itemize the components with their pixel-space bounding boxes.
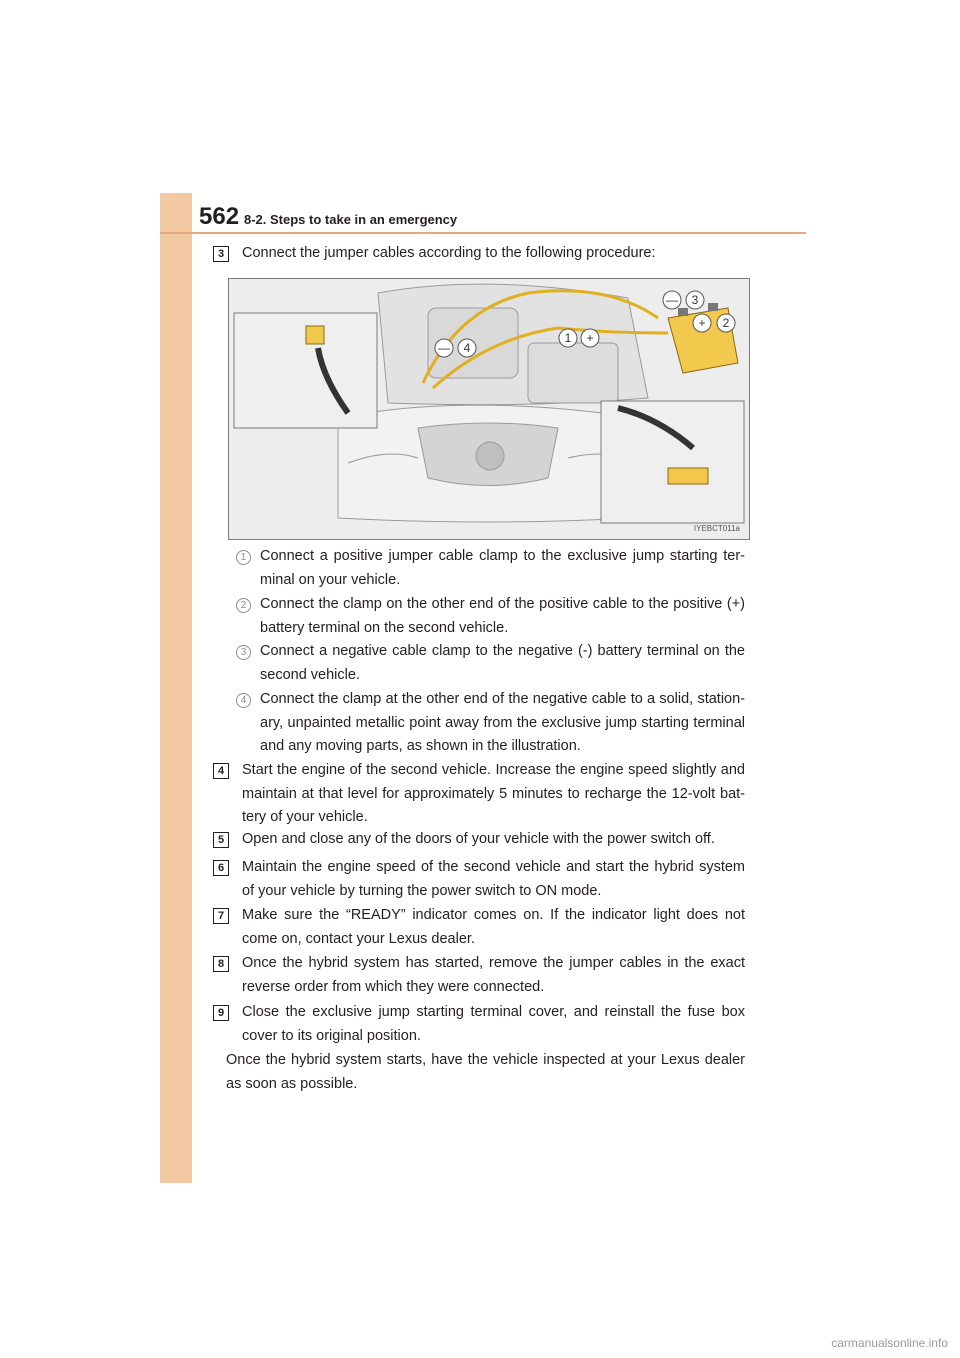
footer-watermark: carmanualsonline.info (831, 1336, 948, 1350)
callout-sign: + (698, 316, 706, 330)
header-rule (160, 232, 806, 234)
callout-sign: — (438, 341, 450, 355)
closing-note: Once the hybrid system starts, have the vehicle inspected at your Lexus dealer as soon as possible. (226, 1052, 745, 1092)
step-number-badge: 3 (213, 246, 229, 262)
step-text: Make sure the “READY” indicator comes on. If the indicator light does not come on, contact your Lexus dealer. (242, 907, 745, 947)
step-number-badge: 9 (213, 1005, 229, 1021)
jump-start-illustration (228, 278, 750, 540)
step-text: Once the hybrid system has started, remove the jumper cables in the exact reverse order from which they were connected. (242, 955, 745, 995)
callout-num: 4 (463, 341, 471, 355)
step-number-badge: 4 (213, 763, 229, 779)
step-number-badge: 7 (213, 908, 229, 924)
step-text: Maintain the engine speed of the second vehicle and start the hybrid system of your vehicle by turning the power switch to ON mode. (242, 859, 745, 899)
figure-code: IYEBCT011a (693, 524, 740, 533)
callout-num: 3 (691, 293, 699, 307)
callout-num: 2 (722, 316, 730, 330)
callout-sign: — (666, 293, 678, 307)
substep-text: Connect a positive jumper cable clamp to the exclusive jump starting ter-minal on your vehicle. (260, 548, 745, 588)
step-number-badge: 5 (213, 832, 229, 848)
substep-number: 1 (236, 550, 251, 565)
section-title: 8-2. Steps to take in an emergency (244, 212, 458, 227)
callout-sign: + (586, 331, 594, 345)
inset-right (601, 401, 744, 523)
step-text: Close the exclusive jump starting terminal cover, and reinstall the fuse box cover to its original position. (242, 1004, 745, 1044)
step-number-badge: 8 (213, 956, 229, 972)
step-text: Start the engine of the second vehicle. Increase the engine speed slightly and maintain at that level for approximately 5 minutes to recharge the 12-volt bat-tery of your vehicle. (242, 762, 745, 825)
substep-text: Connect a negative cable clamp to the negative (-) battery terminal on the second vehicle. (260, 643, 745, 683)
substep-number: 3 (236, 645, 251, 660)
substep-number: 4 (236, 693, 251, 708)
step-number-badge: 6 (213, 860, 229, 876)
substep-text: Connect the clamp on the other end of the positive cable to the positive (+) battery terminal on the second vehicle. (260, 596, 745, 636)
callout-num: 1 (564, 331, 572, 345)
substep-text: Connect the clamp at the other end of the negative cable to a solid, station-ary, unpainted metallic point away from the exclusive jump starting terminal and any moving parts, as shown in the illustration. (260, 691, 745, 754)
substep-number: 2 (236, 598, 251, 613)
inset-left (234, 313, 377, 428)
step-text: Connect the jumper cables according to the following procedure: (242, 245, 656, 261)
page-number: 562 (199, 203, 240, 230)
step-text: Open and close any of the doors of your vehicle with the power switch off. (242, 831, 715, 847)
side-color-band (160, 193, 192, 1183)
